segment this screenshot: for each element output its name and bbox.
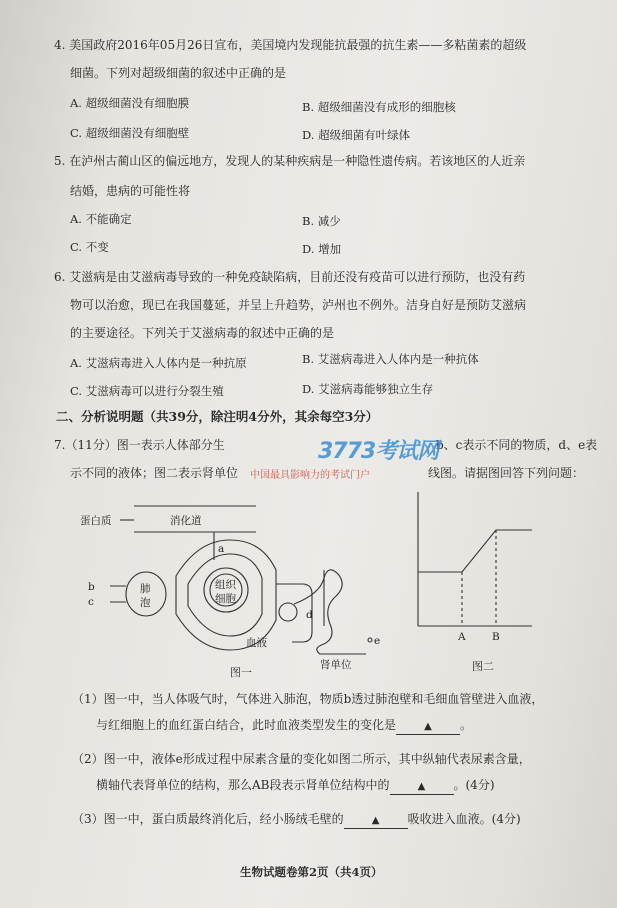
- q5-option-c: C. 不变: [70, 240, 109, 254]
- glomerulus-capsule: [279, 603, 297, 621]
- q7-2-points: 。(4分): [453, 778, 495, 792]
- watermark-slogan: 中国最具影响力的考试门户: [250, 470, 370, 481]
- q4-stem-line2: 细菌。下列对超级细菌的叙述中正确的是: [70, 66, 287, 80]
- q7-2-answer-blank[interactable]: [390, 778, 454, 795]
- q7-1-text: 与红细胞上的血红蛋白结合，此时血液类型发生的变化是: [96, 718, 397, 732]
- q5-stem-line2: 结婚，患病的可能性将: [70, 184, 191, 198]
- answer-triangle: ▲: [417, 781, 426, 792]
- q6-option-b: B. 艾滋病毒进入人体内是一种抗体: [302, 352, 479, 366]
- q7-2-line2: [96, 778, 495, 795]
- label-lung-2: 泡: [140, 597, 151, 609]
- label-lung-1: 肺: [140, 583, 151, 595]
- label-digestive-tract: 消化道: [170, 515, 202, 527]
- q7-3-text-b: 吸收进入血液。(4分): [407, 812, 521, 826]
- q4-option-d: D. 超级细菌有叶绿体: [302, 128, 411, 142]
- urea-curve: [418, 530, 532, 572]
- q4-option-c: C. 超级细菌没有细胞壁: [70, 126, 190, 140]
- figure-1-caption: 图一: [230, 666, 252, 679]
- page-footer: 生物试题卷第2页（共4页）: [240, 865, 383, 879]
- q7-1-line1: （1）图一中，当人体吸气时，气体进入肺泡，物质b透过肺泡壁和毛细血管壁进入血液，: [72, 692, 544, 706]
- watermark-logo: 3773考试网: [318, 439, 439, 464]
- label-blood: 血液: [246, 637, 267, 649]
- q7-3-answer-blank[interactable]: [344, 812, 408, 829]
- label-B: B: [492, 631, 500, 643]
- q7-2-text: 横轴代表肾单位的结构，那么AB段表示肾单位结构中的: [96, 778, 390, 792]
- q4-stem-line1: 4. 美国政府2016年05月26日宣布，美国境内发现能抗最强的抗生素——多粘菌素的超级: [54, 38, 527, 52]
- section-heading: 二、分析说明题（共39分，除注明4分外，其余每空3分）: [56, 409, 379, 424]
- figure-1-diagram: [80, 494, 410, 674]
- q5-option-b: B. 减少: [302, 214, 341, 228]
- q7-1-line2: 与红细胞上的血红蛋白结合，此时血液类型发生的变化是 ▲ 。: [96, 718, 472, 735]
- label-protein: 蛋白质: [80, 515, 112, 527]
- q7-stem-line1-a: 7.（11分）图一表示人体部分生: [54, 438, 225, 452]
- label-a: a: [218, 543, 225, 555]
- q5-option-a: A. 不能确定: [70, 212, 132, 226]
- label-tissue-2: 细胞: [215, 593, 236, 605]
- label-e: e: [374, 635, 381, 647]
- q6-stem-line2: 物可以治愈，现已在我国蔓延，并呈上升趋势，泸州也不例外。洁身自好是预防艾滋病: [70, 298, 527, 312]
- q6-stem-line3: 的主要途径。下列关于艾滋病毒的叙述中正确的是: [70, 326, 335, 340]
- label-A: A: [458, 631, 466, 643]
- figure-2-graph: [410, 486, 540, 656]
- q6-option-d: D. 艾滋病毒能够独立生存: [302, 382, 434, 396]
- q7-stem-line2-b: 线图。请据图回答下列问题：: [428, 466, 585, 480]
- figure-2-caption: 图二: [472, 660, 494, 673]
- urine-outlet: [368, 638, 372, 642]
- q5-stem-line1: 5. 在泸州古蔺山区的偏远地方，发现人的某种疾病是一种隐性遗传病。若该地区的人近亲: [54, 154, 526, 168]
- label-c: c: [88, 596, 94, 608]
- q6-option-c: C. 艾滋病毒可以进行分裂生殖: [70, 384, 224, 398]
- label-nephron: 肾单位: [320, 659, 352, 671]
- q6-stem-line1: 6. 艾滋病是由艾滋病毒导致的一种免疫缺陷病，目前还没有疫苗可以进行预防，也没有药: [54, 270, 526, 284]
- answer-triangle: ▲: [371, 815, 380, 826]
- answer-triangle: ▲: [424, 721, 432, 732]
- q4-option-b: B. 超级细菌没有成形的细胞核: [302, 100, 456, 114]
- q7-2-line1: （2）图一中，液体e形成过程中尿素含量的变化如图二所示，其中纵轴代表尿素含量，: [72, 752, 531, 766]
- q7-3-line: [72, 812, 521, 829]
- q6-option-a: A. 艾滋病毒进入人体内是一种抗原: [70, 356, 247, 370]
- label-tissue-1: 组织: [215, 579, 236, 591]
- label-d: d: [306, 609, 313, 621]
- q7-1-answer-blank[interactable]: [396, 718, 460, 735]
- label-b: b: [88, 581, 95, 593]
- q5-option-d: D. 增加: [302, 242, 342, 256]
- q7-3-text-a: （3）图一中，蛋白质最终消化后，经小肠绒毛壁的: [72, 812, 344, 826]
- q7-stem-line1-b: b、c表示不同的物质，d、e表: [436, 438, 598, 452]
- q7-stem-line2-a: 示不同的液体；图二表示肾单位: [70, 466, 239, 480]
- q4-option-a: A. 超级细菌没有细胞膜: [70, 96, 190, 110]
- airway: [110, 586, 126, 602]
